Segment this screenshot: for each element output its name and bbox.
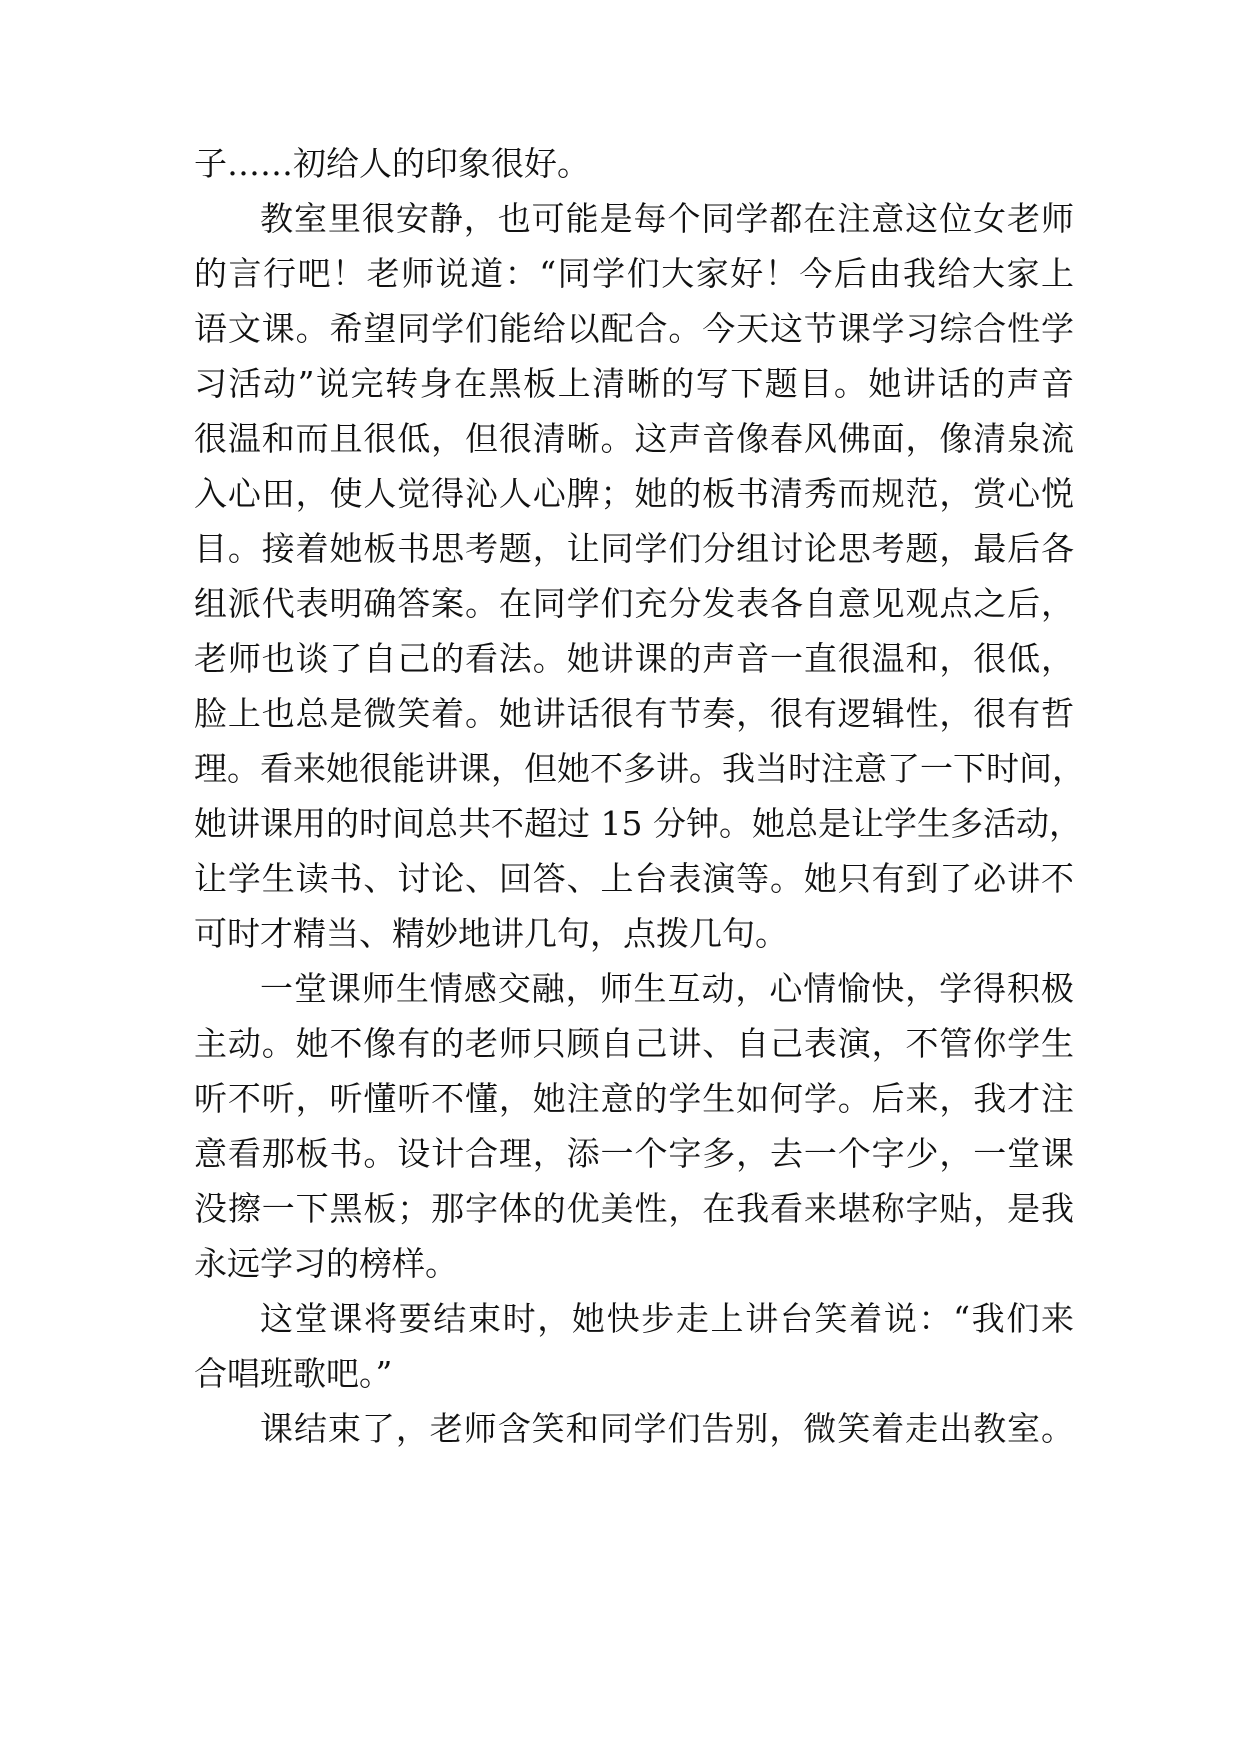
text-line: 老师也谈了自己的看法。她讲课的声音一直很温和，很低， <box>194 639 1074 678</box>
text-line: 入心田，使人觉得沁人心脾；她的板书清秀而规范，赏心悦 <box>194 474 1074 513</box>
text-line: 很温和而且很低，但很清晰。这声音像春风佛面，像清泉流 <box>194 419 1074 458</box>
text-line: 可时才精当、精妙地讲几句，点拨几句。 <box>194 914 788 953</box>
text-line: 脸上也总是微笑着。她讲话很有节奏，很有逻辑性，很有哲 <box>194 694 1074 733</box>
text-line: 主动。她不像有的老师只顾自己讲、自己表演，不管你学生 <box>194 1024 1074 1063</box>
text-line: 目。接着她板书思考题，让同学们分组讨论思考题，最后各 <box>194 529 1074 568</box>
text-line: 习活动”说完转身在黑板上清晰的写下题目。她讲话的声音 <box>194 364 1074 403</box>
text-line: 语文课。希望同学们能给以配合。今天这节课学习综合性学 <box>194 309 1074 348</box>
text-line: 意看那板书。设计合理，添一个字多，去一个字少，一堂课 <box>194 1134 1074 1173</box>
text-line: 永远学习的榜样。 <box>194 1244 458 1283</box>
paragraph-start-line: 教室里很安静，也可能是每个同学都在注意这位女老师 <box>260 199 1074 238</box>
text-line: 的言行吧！老师说道：“同学们大家好！今后由我给大家上 <box>194 254 1074 293</box>
text-line: 子……初给人的印象很好。 <box>194 144 590 183</box>
text-line: 合唱班歌吧。” <box>194 1354 393 1393</box>
text-line: 她讲课用的时间总共不超过 15 分钟。她总是让学生多活动， <box>194 804 1082 843</box>
paragraph-start-line: 课结束了，老师含笑和同学们告别，微笑着走出教室。 <box>260 1409 1074 1448</box>
text-line: 理。看来她很能讲课，但她不多讲。我当时注意了一下时间， <box>194 749 1085 788</box>
paragraph-start-line: 一堂课师生情感交融，师生互动，心情愉快，学得积极 <box>260 969 1074 1008</box>
text-line: 组派代表明确答案。在同学们充分发表各自意见观点之后， <box>194 584 1074 623</box>
text-line: 让学生读书、讨论、回答、上台表演等。她只有到了必讲不 <box>194 859 1074 898</box>
text-line: 听不听，听懂听不懂，她注意的学生如何学。后来，我才注 <box>194 1079 1074 1118</box>
text-line: 没擦一下黑板；那字体的优美性，在我看来堪称字贴，是我 <box>194 1189 1074 1228</box>
paragraph-start-line: 这堂课将要结束时，她快步走上讲台笑着说：“我们来 <box>260 1299 1074 1338</box>
